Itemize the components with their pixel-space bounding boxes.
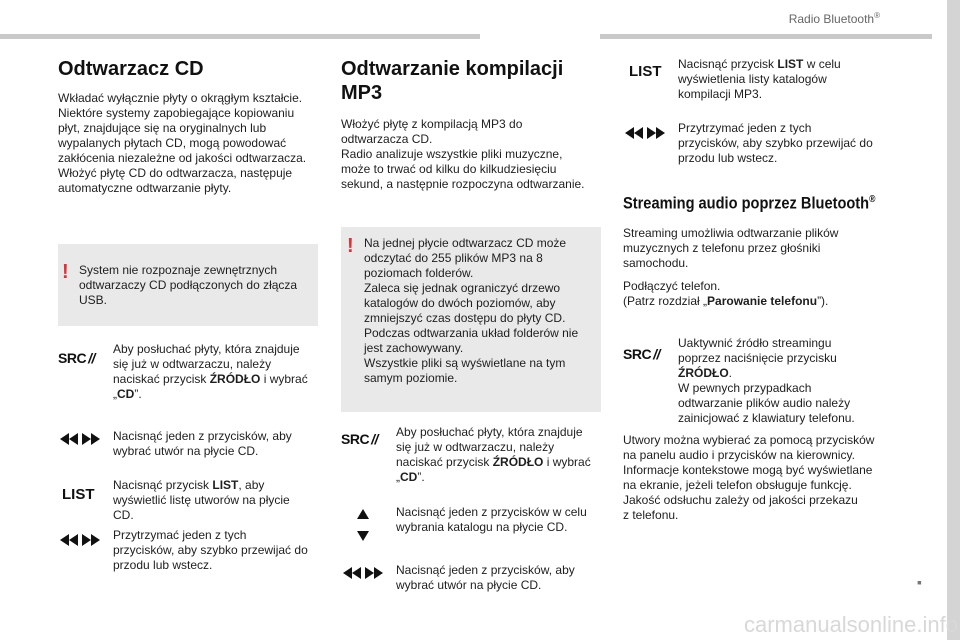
warning-icon: ! bbox=[347, 235, 354, 257]
mp3-source-instruction: SRC // Aby posłuchać płyty, która znajduje się już w odtwarzaczu, należy naciskać przycisk ŹRÓDŁO i wybrać „CD”. bbox=[341, 425, 591, 484]
page-marker: ▪ bbox=[917, 574, 922, 590]
warning-icon: ! bbox=[62, 261, 69, 283]
list-button-icon: LIST bbox=[62, 486, 95, 503]
page-edge-tab bbox=[947, 0, 960, 640]
bluetooth-outro: Utwory można wybierać za pomocą przycisków na panelu audio i przycisków na kierownicy. Informacje kontekstowe mogą być wyświetlane na ekranie, jeżeli telefon obsługuje funkcję. Jakość odsłuchu zależy od jakości przekazu z telefonu. bbox=[623, 433, 875, 522]
cd-player-title: Odtwarzacz CD bbox=[58, 58, 204, 80]
header-rule-right bbox=[600, 34, 932, 39]
usb-note-text: System nie rozpoznaje zewnętrznych odtwarzaczy CD podłączonych do złącza USB. bbox=[79, 263, 298, 307]
mp3-intro: Włożyć płytę z kompilacją MP3 do odtwarzacza CD. Radio analizuje wszystkie pliki muzyczne, może to trwać od kilku do kilkudziesięciu sekund, a następnie rozpoczyna odtwarzanie. bbox=[341, 117, 585, 191]
bluetooth-source-instruction: SRC // Uaktywnić źródło streamingu poprzez naciśnięcie przycisku ŹRÓDŁO. W pewnych przypadkach odtwarzanie plików audio należy zainicjować z klawiatury telefonu. bbox=[623, 336, 855, 425]
mp3-folder-instruction: Nacisnąć jeden z przycisków w celu wybrania katalogu na płycie CD. bbox=[341, 505, 611, 547]
seek-buttons-icon bbox=[60, 433, 100, 445]
cd-source-instruction: SRC // Aby posłuchać płyty, która znajduje się już w odtwarzaczu, należy naciskać przycisk ŹRÓDŁO i wybrać „CD”. bbox=[58, 342, 308, 401]
src-button-icon: SRC // bbox=[58, 350, 95, 366]
bluetooth-connect: Podłączyć telefon. (Patrz rozdział „Parowanie telefonu”). bbox=[623, 278, 829, 308]
usb-note-box bbox=[58, 244, 318, 326]
column-bluetooth-streaming bbox=[623, 190, 893, 309]
cd-fastforward-instruction: Przytrzymać jeden z tych przycisków, aby szybko przewijać do przodu lub wstecz. bbox=[58, 528, 328, 576]
cd-seek-instruction: Nacisnąć jeden z przycisków, aby wybrać utwór na płycie CD. bbox=[58, 429, 328, 464]
mp3-title: Odtwarzanie kompilacji MP3 bbox=[341, 58, 564, 104]
seek-buttons-icon bbox=[343, 567, 383, 579]
up-down-buttons-icon bbox=[357, 509, 369, 541]
src-button-icon: SRC // bbox=[623, 346, 660, 362]
header-rule bbox=[0, 34, 480, 39]
fast-seek-icon bbox=[625, 127, 665, 139]
mp3-note-box bbox=[341, 227, 601, 412]
mp3-list-instruction: LIST Nacisnąć przycisk LIST w celu wyświetlenia listy katalogów kompilacji MP3. bbox=[629, 57, 841, 101]
mp3-note-text: Na jednej płycie odtwarzacz CD może odczytać do 255 plików MP3 na 8 poziomach folderów. Zaleca się jednak ograniczyć drzewo katalogów do dwóch poziomów, aby zmniejszyć czas dostępu do płyty CD. Podczas odtwarzania układ folderów nie jest zachowywany. Wszystkie pliki są wyświetlane na tym samym poziomie. bbox=[364, 236, 579, 385]
column-mp3 bbox=[341, 57, 601, 192]
bluetooth-streaming-title: Streaming audio poprzez Bluetooth® bbox=[623, 193, 876, 213]
mp3-seek-instruction: Nacisnąć jeden z przycisków, aby wybrać utwór na płycie CD. bbox=[341, 563, 611, 598]
column-cd-player bbox=[58, 57, 328, 196]
cd-player-intro: Wkładać wyłącznie płyty o okrągłym kształcie. Niektóre systemy zapobiegające kopiowaniu płyt, znajdujące się na oryginalnych lub wypalanych płytach CD, mogą powodować zakłócenia niezależne od jakości odtwarzacza. Włożyć płytę CD do odtwarzacza, następuje automatyczne odtwarzanie płyty. bbox=[58, 91, 307, 195]
bluetooth-intro: Streaming umożliwia odtwarzanie plików muzycznych z telefonu przez głośniki samochodu. bbox=[623, 225, 839, 270]
cd-list-instruction: LIST Nacisnąć przycisk LIST, aby wyświetlić listę utworów na płycie CD. bbox=[62, 478, 290, 522]
watermark: carmanualsonline.info bbox=[743, 612, 958, 637]
list-button-icon: LIST bbox=[629, 63, 662, 80]
section-header: Radio Bluetooth® bbox=[788, 11, 880, 26]
mp3-fastforward-instruction: Przytrzymać jeden z tych przycisków, aby szybko przewijać do przodu lub wstecz. bbox=[623, 121, 893, 169]
fast-seek-icon bbox=[60, 534, 100, 546]
src-button-icon: SRC // bbox=[341, 431, 378, 447]
